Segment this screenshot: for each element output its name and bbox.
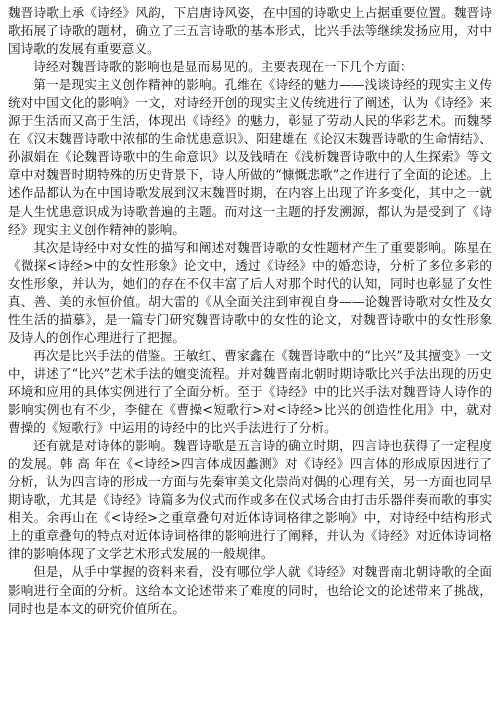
paragraph-intro: 魏晋诗歌上承《诗经》风韵，下启唐诗风姿，在中国的诗歌史上占据重要位置。魏晋诗歌拓展了诗歌的题材，确立了三五言诗歌的基本形式，比兴手法等继续发扬应用，对中国诗歌的发展有重要意义。 bbox=[8, 5, 492, 57]
paragraph-conclusion: 但是，从手中掌握的资料来看，没有哪位学人就《诗经》对魏晋南北朝诗歌的全面影响进行全面的分析。这给本文论述带来了难度的同时，也给论文的论述带来了挑战，同时也是本文的研究价值所在。 bbox=[8, 564, 492, 616]
paragraph-overview: 诗经对魏晋诗歌的影响也是显而易见的。主要表现在一下几个方面： bbox=[33, 59, 413, 75]
paragraph-realism: 第一是现实主义创作精神的影响。孔维在《诗经的魅力——浅谈诗经的现实主义传统对中国文化的影响》一文，对诗经开创的现实主义传统进行了阐述，认为《诗经》来源于生活而又高于生活，体现出《诗经》的魅力，彰显了劳动人民的华彩艺术。而魏琴在《汉末魏晋诗歌中浓郁的生命忧患意识》、阳建雄在《论汉末魏晋诗歌的生命情结》、孙淑娟在《论魏晋诗歌中的生命意识》以及钱晴在《浅析魏晋诗歌中的人生探索》等文章中对魏晋时期特殊的历史背景下，诗人所做的“慷慨悲歌”之作进行了全面的论述。上述作品都认为在中国诗歌发展到汉末魏晋时期，在内容上出现了许多变化，其中之一就是人生忧患意识成为诗歌普遍的主题。而对这一主题的抒发溯源，都认为是受到了《诗经》现实主义创作精神的影响。 bbox=[8, 77, 492, 237]
paragraph-female-imagery: 其次是诗经中对女性的描写和阐述对魏晋诗歌的女性题材产生了重要影响。陈星在《微探<诗经>中的女性形象》论文中，透过《诗经》中的婚恋诗，分析了多位多彩的女性形象，并认为，她们的存在不仅丰富了后人对那个时代的认知，同时也彰显了女性真、善、美的永恒价值。胡大雷的《从全面关注到审视自身——论魏晋诗歌对女性及女性生活的描摹》，是一篇专门研究魏晋诗歌中的女性的论文，对魏晋诗歌中的女性形象及诗人的创作心理进行了把握。 bbox=[8, 239, 492, 345]
paragraph-bixing-technique: 再次是比兴手法的借鉴。王敏红、曹家鑫在《魏晋诗歌中的“比兴”及其擅变》一文中，讲述了“比兴”艺术手法的嬗变流程。并对魏晋南北朝时期诗歌比兴手法出现的历史环境和应用的具体实例进行了全面分析。至于《诗经》中的比兴手法对魏晋诗人诗作的影响实例也有不少，李健在《曹操<短歌行>对<诗经>比兴的创造性化用》中，就对曹操的《短歌行》中运用的诗经中的比兴手法进行了分析。 bbox=[8, 347, 492, 436]
paragraph-poetic-form: 还有就是对诗体的影响。魏晋诗歌是五言诗的确立时期，四言诗也获得了一定程度的发展。韩 高 年在《<诗经>四言体成因蠡测》对《诗经》四言体的形成原因进行了分析，认为四言诗的形成一方面与先秦审美文化崇尚对偶的心理有关，另一方面也同早期诗歌，尤其是《诗经》诗篇多为仪式而作或多在仪式场合由打击乐器伴奏而歌的事实相关。余再山在《<诗经>之重章叠句对近体诗词格律之影响》中，对诗经中结构形式上的重章叠句的特点对近体诗词格律的影响进行了阐释，并认为《诗经》对近体诗词格律的影响体现了文学艺术形式发展的一般规律。 bbox=[8, 438, 492, 562]
